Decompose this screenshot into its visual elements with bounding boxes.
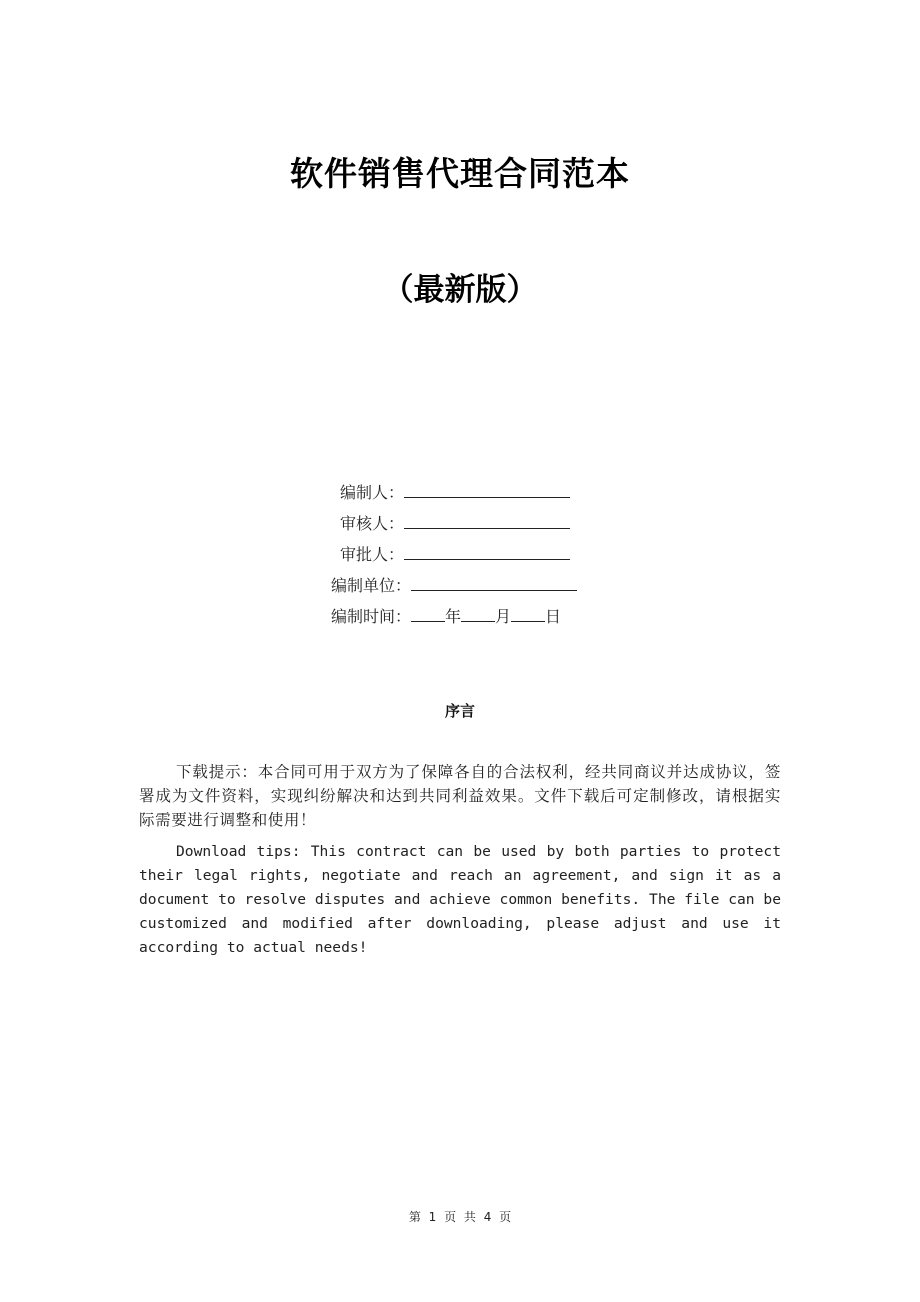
approver-field (340, 541, 570, 569)
reviewer-blank-line (404, 510, 570, 529)
month-blank-line (461, 603, 495, 622)
unit-blank-line (411, 572, 577, 591)
compiler-label: 编制人： (340, 483, 405, 502)
year-label: 年 (445, 607, 462, 626)
preface-paragraph-english: Download tips: This contract can be used by both parties to protect their legal rights, negotiate and reach an agreement, and sign it as a document to resolve disputes and achieve common benefits. The file can be customized and modified after downloading, please adjust and use it according to actual needs! (139, 843, 781, 956)
year-blank-line (411, 603, 445, 622)
time-field (331, 603, 561, 631)
unit-field (331, 572, 577, 600)
reviewer-field (340, 510, 570, 538)
compiler-blank-line (404, 479, 570, 498)
approver-label: 审批人： (340, 545, 405, 564)
preface-heading: 序言 (444, 702, 475, 720)
compiler-field (340, 479, 570, 507)
page-indicator: 第 1 页 共 4 页 (408, 1210, 512, 1224)
preface-paragraph-chinese: 下载提示：本合同可用于双方为了保障各自的合法权利，经共同商议并达成协议，签署成为文件资料，实现纠纷解决和达到共同利益效果。文件下载后可定制修改，请根据实际需要进行调整和使用！ (139, 763, 781, 829)
day-label: 日 (545, 607, 562, 626)
unit-label: 编制单位： (331, 576, 412, 595)
document-title: 软件销售代理合同范本 (290, 154, 630, 193)
document-subtitle: （最新版） (382, 272, 538, 308)
day-blank-line (511, 603, 545, 622)
month-label: 月 (495, 607, 512, 626)
approver-blank-line (404, 541, 570, 560)
reviewer-label: 审核人： (340, 514, 405, 533)
time-label: 编制时间： (331, 607, 412, 626)
